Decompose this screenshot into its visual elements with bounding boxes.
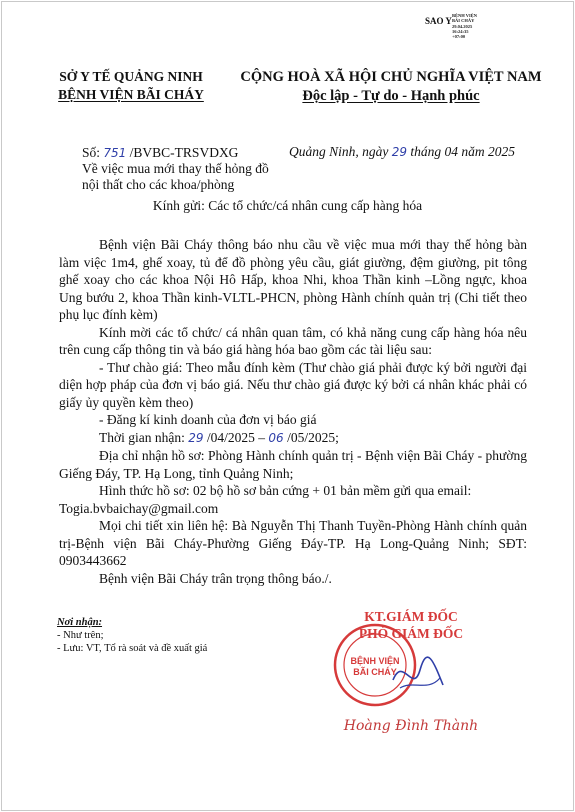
place-date — [289, 144, 515, 160]
handwritten-number: 751 — [103, 146, 127, 160]
recipients-title: Nơi nhận: — [57, 617, 103, 628]
email-line: Togia.bvbaichay@gmail.com — [59, 500, 219, 516]
time-suffix: /05/2025; — [283, 429, 339, 445]
recipients-list — [57, 616, 207, 655]
signer-name: Hoàng Đình Thành — [343, 718, 479, 734]
svg-text:BÃI CHÁY: BÃI CHÁY — [353, 667, 397, 677]
svg-text:BỆNH VIỆN: BỆNH VIỆN — [350, 656, 400, 666]
stamp-line: +07:00 — [452, 34, 466, 40]
copy-stamp-label: SAO Y — [425, 16, 452, 26]
body-paragraph — [59, 429, 527, 448]
body-paragraph: - Thư chào giá: Theo mẫu đính kèm (Thư chào giá phải được ký bởi người đại diện hợp pháp của đơn vị báo giá. Nếu thư chào giá được ký bởi cá nhân khác phải có giấy ủy quyền kèm theo) — [59, 359, 527, 410]
nation-name: CỘNG HOÀ XÃ HỘI CHỦ NGHĨA VIỆT NAM — [240, 69, 542, 85]
agency-header — [56, 68, 206, 104]
recipient-item: - Như trên; — [57, 630, 104, 641]
national-header — [236, 68, 546, 106]
signature-title — [336, 608, 486, 642]
handwritten-day: 29 — [391, 145, 408, 159]
time-prefix: Thời gian nhận: — [99, 429, 189, 445]
body-paragraph: Kính mời các tổ chức/ cá nhân quan tâm, có khả năng cung cấp hàng hóa nêu trên cung cấp thông tin và báo giá hàng hóa bao gồm các tài liệu sau: — [59, 324, 527, 357]
body-paragraph: - Đăng kí kinh doanh của đơn vị báo giá — [99, 412, 317, 427]
addressee: Kính gửi: Các tổ chức/cá nhân cung cấp hàng hóa — [152, 198, 423, 213]
place-prefix: Quảng Ninh, ngày — [289, 144, 392, 159]
stamp-line: 29.04.2025 — [452, 23, 473, 29]
stamp-line: 16:24:35 — [452, 28, 469, 34]
place-suffix: tháng 04 năm 2025 — [407, 144, 516, 159]
stamp-line: BÃI CHÁY — [452, 18, 475, 24]
document-body — [59, 236, 527, 587]
stamp-line: BỆNH VIỆN — [452, 13, 478, 18]
body-paragraph: Mọi chi tiết xin liên hệ: Bà Nguyễn Thị Thanh Tuyền-Phòng Hành chính quản trị-Bệnh viện Bãi Cháy-Phường Giếng Đáy-TP. Hạ Long-Quảng Ninh; SĐT: 0903443662 — [59, 518, 527, 568]
handwritten-end-day: 06 — [268, 430, 284, 445]
time-middle: /04/2025 – — [203, 429, 269, 445]
body-paragraph: Hình thức hồ sơ: 02 bộ hồ sơ bản cứng + 01 bản mềm gửi qua email: — [99, 483, 472, 498]
signature-kt: KT.GIÁM ĐỐC — [364, 609, 458, 624]
handwritten-signature-icon — [388, 650, 448, 700]
handwritten-start-day: 29 — [188, 430, 204, 445]
number-suffix: /BVBC-TRSVDXG — [126, 145, 239, 160]
hospital-name: BỆNH VIỆN BÃI CHÁY — [58, 87, 204, 102]
document-number — [82, 145, 238, 161]
number-prefix: Số: — [82, 145, 104, 160]
copy-stamp-details — [452, 13, 514, 39]
document-subject: Về việc mua mới thay thế hỏng đồ nội thất cho các khoa/phòng — [82, 161, 269, 192]
recipient-item: - Lưu: VT, Tổ rà soát và đề xuất giá — [57, 643, 208, 654]
national-motto: Độc lập - Tự do - Hạnh phúc — [302, 88, 480, 104]
body-paragraph: Bệnh viện Bãi Cháy trân trọng thông báo./. — [99, 570, 332, 586]
body-paragraph: Bệnh viện Bãi Cháy thông báo nhu cầu về việc mua mới thay thế hỏng bàn làm việc 1m4, ghế xoay, tủ để đồ phòng yêu cầu, giát giường, đệm giường, pit tông ghế xoay cho các khoa Nội Hô Hấp, khoa Nhi, khoa Thần kinh –Lồng ngực, khoa Ung bướu 2, khoa Thần kinh-VLTL-PHCN, phòng Hành chính quản trị (Chi tiết theo phụ lục đính kèm) — [59, 237, 527, 322]
ministry-name: SỞ Y TẾ QUẢNG NINH — [59, 69, 203, 84]
signature-position: PHÓ GIÁM ĐỐC — [358, 626, 464, 641]
body-paragraph: Địa chỉ nhận hồ sơ: Phòng Hành chính quản trị - Bệnh viện Bãi Cháy - phường Giếng Đáy, TP. Hạ Long, tỉnh Quảng Ninh; — [59, 448, 527, 481]
